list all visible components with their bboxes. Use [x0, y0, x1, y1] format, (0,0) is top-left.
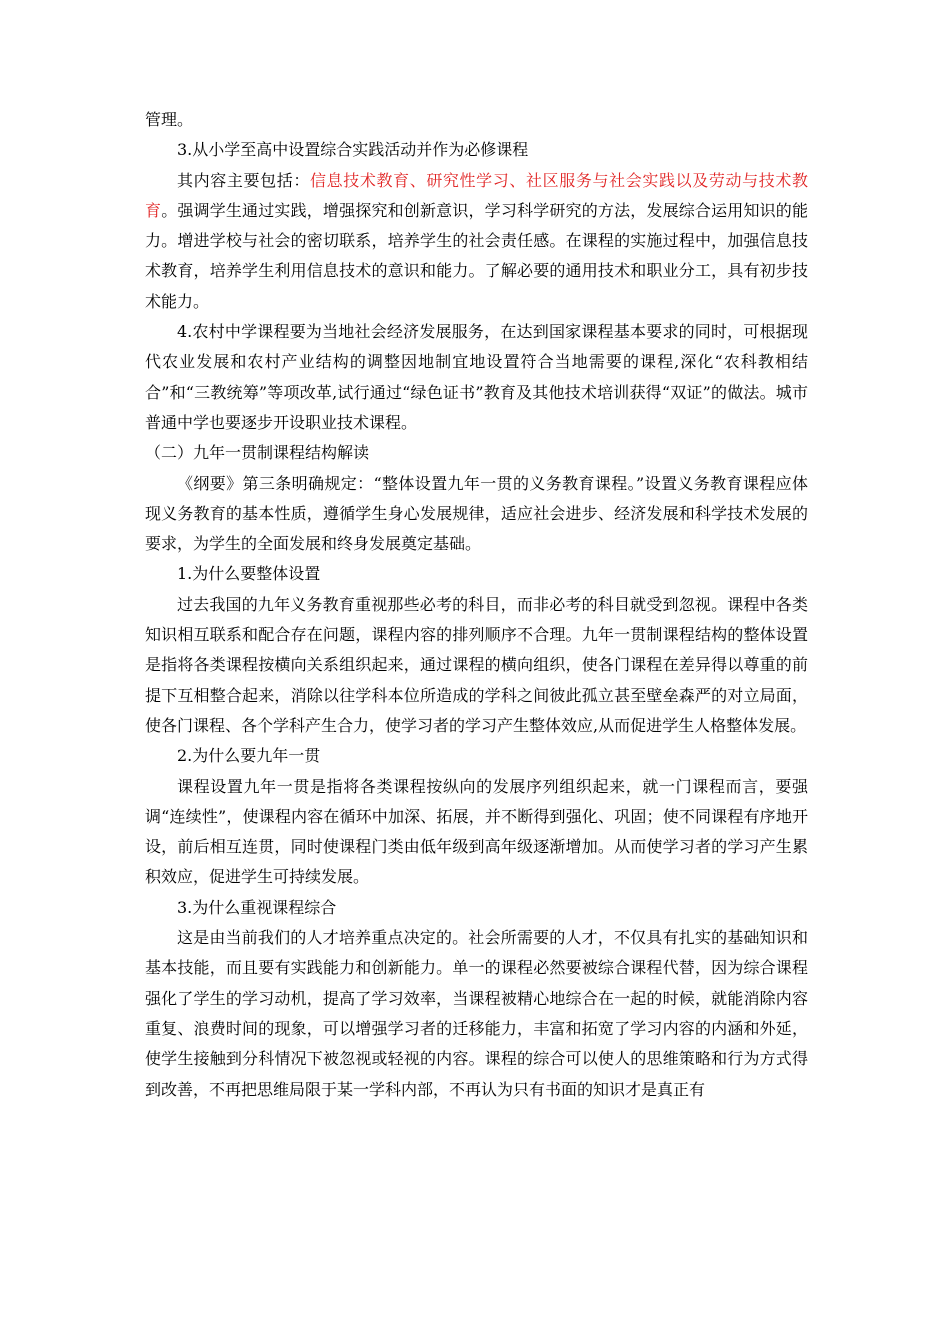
- paragraph-continuation: 管理。: [145, 110, 194, 129]
- paragraph-outline-article: 《纲要》第三条明确规定：“整体设置九年一贯的义务教育课程。”设置义务教育课程应体现义务教育的基本性质，遵循学生身心发展规律，适应社会进步、经济发展和科学技术发展的要求，为学生的全面发展和终身发展奠定基础。: [145, 473, 808, 554]
- document-body: [145, 105, 808, 1105]
- paragraph-practice-lead: 其内容主要包括：: [177, 170, 310, 190]
- paragraph-overall-setting: 过去我国的九年义务教育重视那些必考的科目，而非必考的科目就受到忽视。课程中各类知识相互联系和配合存在问题，课程内容的排列顺序不合理。九年一贯制课程结构的整体设置是指将各类课程按横向关系组织起来，通过课程的横向组织，使各门课程在差异得以尊重的前提下互相整合起来，消除以往学科本位所造成的学科之间彼此孤立甚至壁垒森严的对立局面，使各门课程、各个学科产生合力，使学习者的学习产生整体效应,从而促进学生人格整体发展。: [145, 594, 808, 735]
- section-heading-nine-year: （二）九年一贯制课程结构解读: [145, 443, 370, 463]
- paragraph-practice-rest: 。强调学生通过实践，增强探究和创新意识，学习科学研究的方法，发展综合运用知识的能力。增进学校与社会的密切联系，培养学生的社会责任感。在课程的实施过程中，加强信息技术教育，培养学生利用信息技术的意识和能力。了解必要的通用技术和职业分工，具有初步技术能力。: [145, 200, 808, 311]
- paragraph-curriculum-integration: 这是由当前我们的人才培养重点决定的。社会所需要的人才，不仅具有扎实的基础知识和基本技能，而且要有实践能力和创新能力。单一的课程必然要被综合课程代替，因为综合课程强化了学生的学习动机，提高了学习效率，当课程被精心地综合在一起的时候，就能消除内容重复、浪费时间的现象，可以增强学习者的迁移能力，丰富和拓宽了学习内容的内涵和外延，使学生接触到分科情况下被忽视或轻视的内容。课程的综合可以使人的思维策略和行为方式得到改善，不再把思维局限于某一学科内部，不再认为只有书面的知识才是真正有: [145, 928, 808, 1099]
- heading-item-2-consistent: 2.为什么要九年一贯: [177, 746, 321, 766]
- paragraph-nine-year-consistent: 课程设置九年一贯是指将各类课程按纵向的发展序列组织起来，就一门课程而言，要强调“连续性”，使课程内容在循环中加深、拓展，并不断得到强化、巩固；使不同课程有序地开设，前后相互连贯，同时使课程门类由低年级到高年级逐渐增加。从而使学习者的学习产生累积效应，促进学生可持续发展。: [145, 776, 808, 887]
- heading-item-3-integration: 3.为什么重视课程综合: [177, 897, 337, 917]
- heading-item-3-practice: 3.从小学至高中设置综合实践活动并作为必修课程: [177, 140, 529, 160]
- paragraph-item-4-rural: 4.农村中学课程要为当地社会经济发展服务，在达到国家课程基本要求的同时，可根据现代农业发展和农村产业结构的调整因地制宜地设置符合当地需要的课程,深化“农科教相结合”和“三教统筹”等项改革,试行通过“绿色证书”教育及其他技术培训获得“双证”的做法。城市普通中学也要逐步开设职业技术课程。: [145, 322, 808, 432]
- highlighted-text: 信息技术教育、研究性学习、社区服务与社会实践以及劳动与技术教育: [145, 170, 808, 220]
- paragraph-practice-content: [145, 166, 808, 317]
- heading-item-1-overall: 1.为什么要整体设置: [177, 564, 321, 584]
